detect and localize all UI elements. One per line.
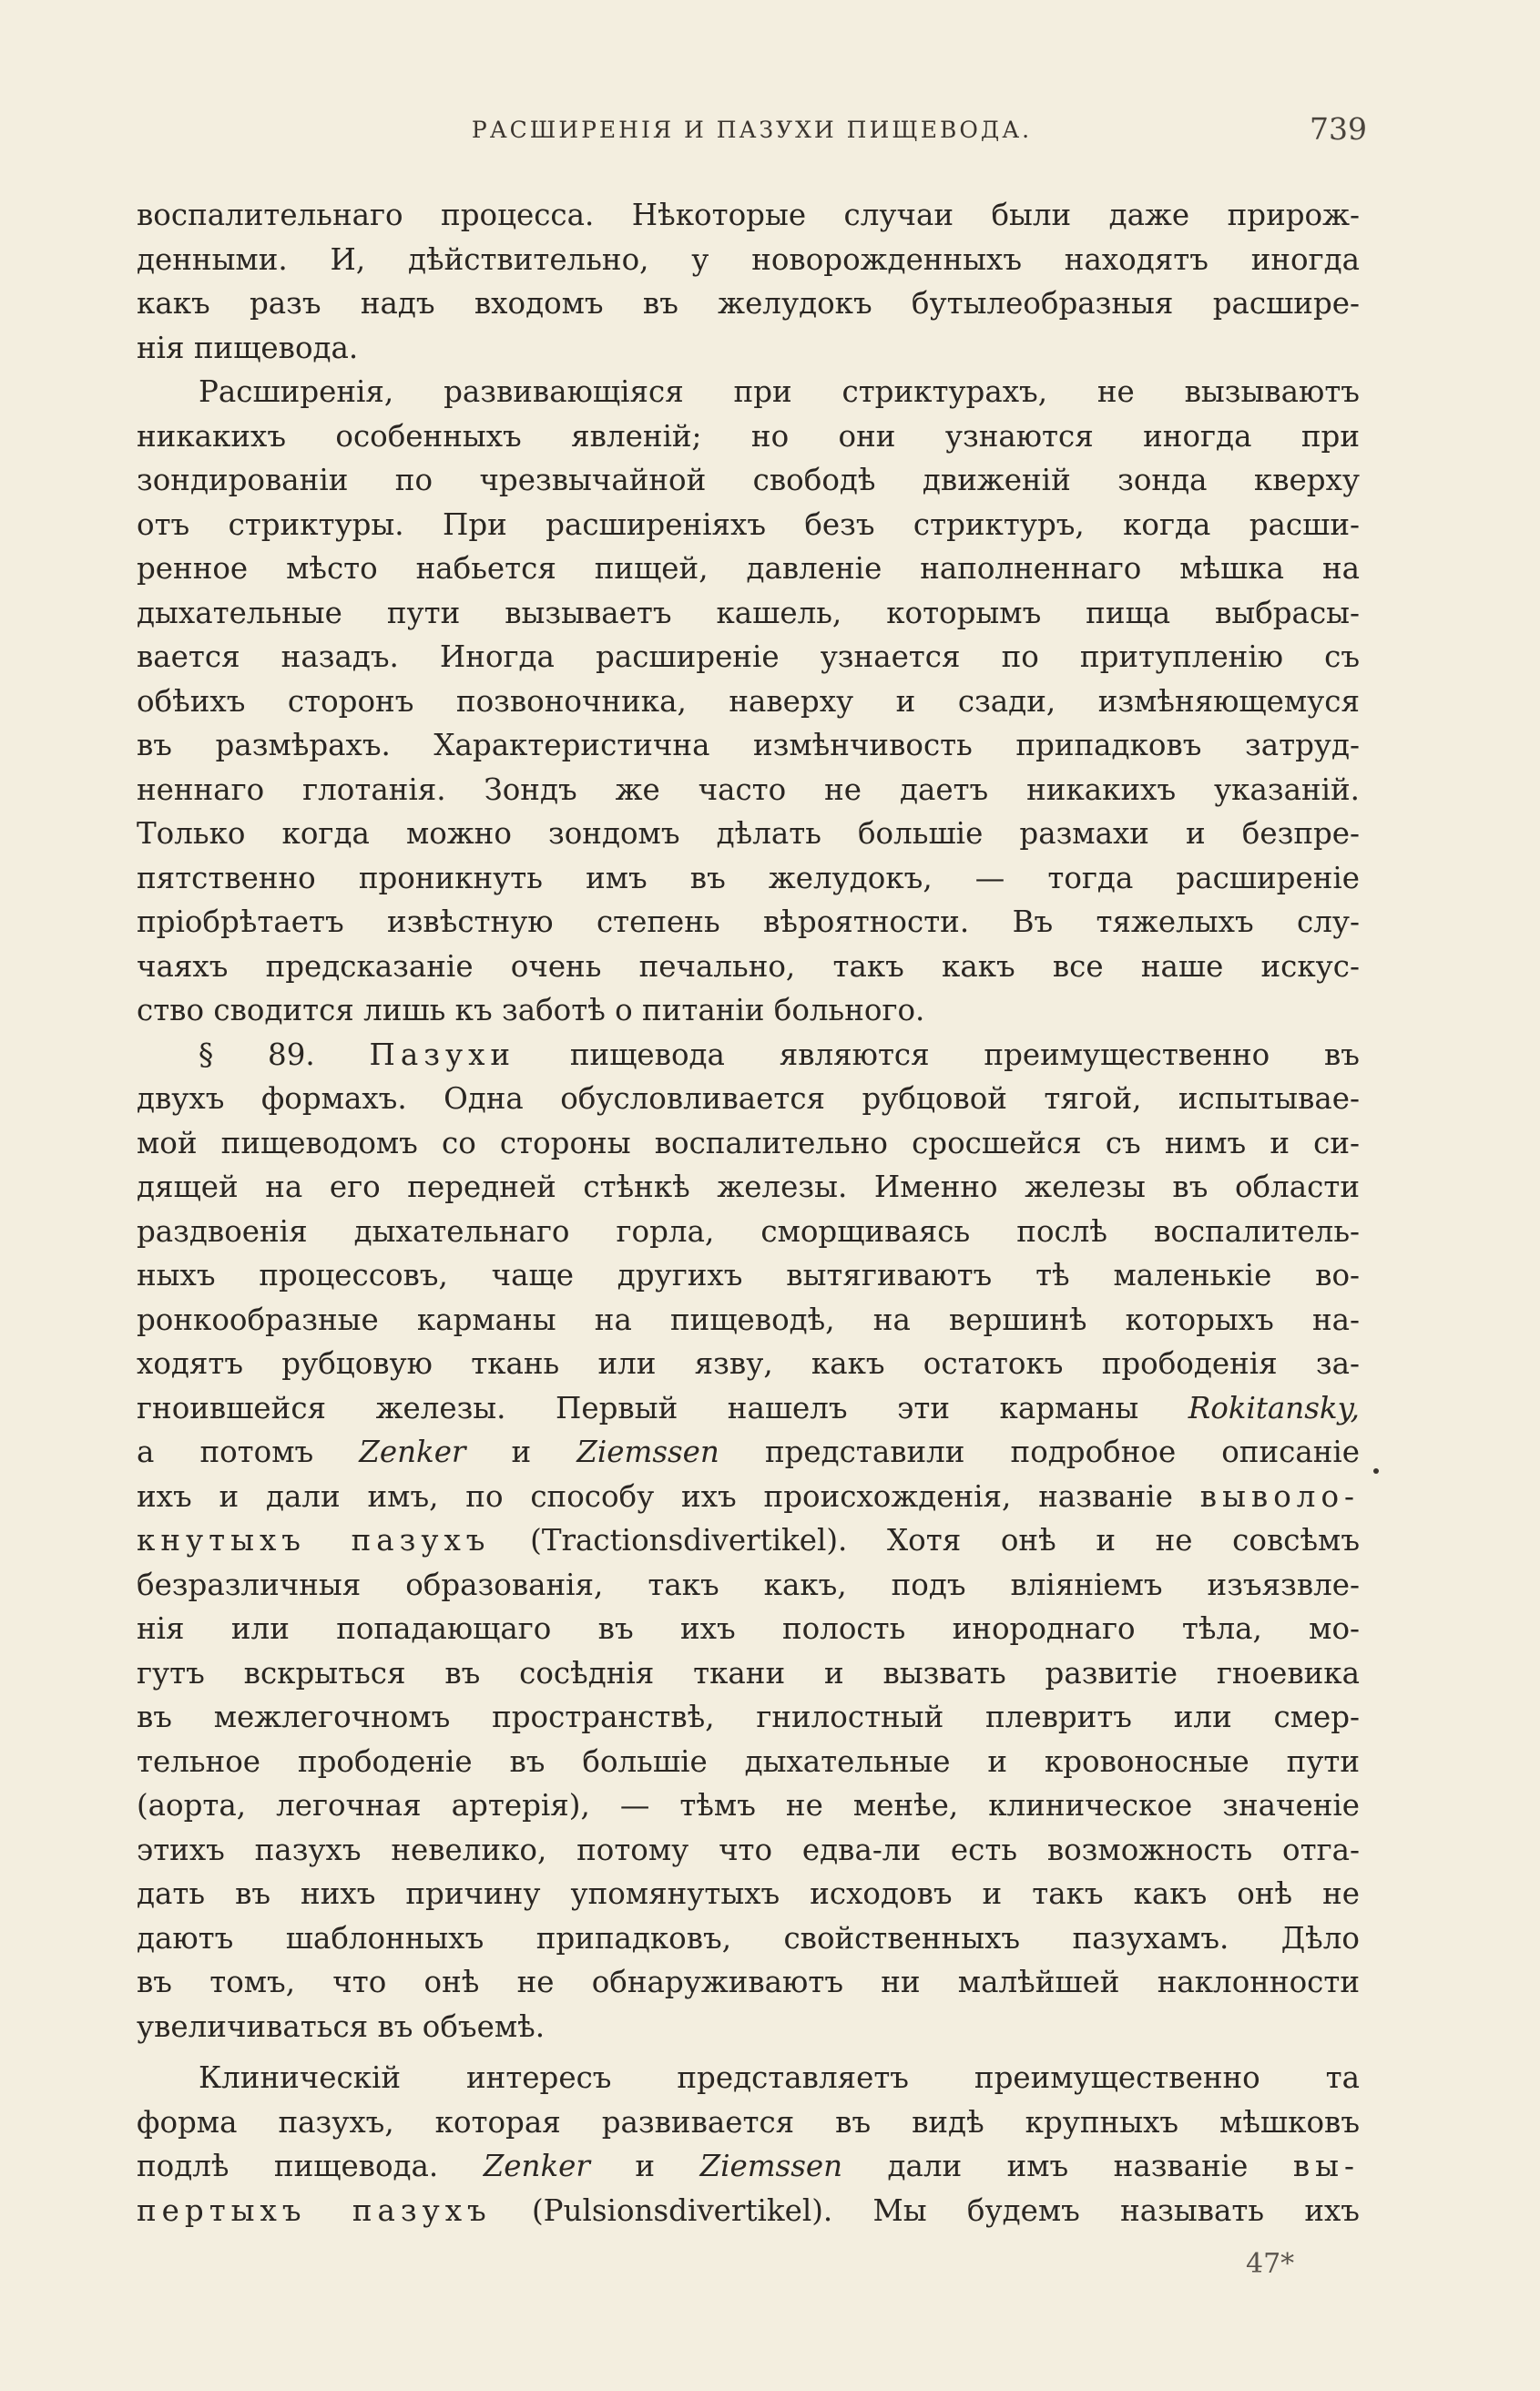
text-body — [137, 193, 1360, 2233]
text-line: гутъ вскрыться въ сосѣднія ткани и вызвать развитіе гноевика — [137, 1655, 1360, 1691]
text-line: раздвоенія дыхательнаго горла, сморщиваясь послѣ воспалитель- — [137, 1213, 1360, 1249]
text-line: этихъ пазухъ невелико, потому что едва-ли есть возможность отга- — [137, 1832, 1360, 1867]
text-fragment: а потомъ — [137, 1435, 314, 1469]
text-line: форма пазухъ, которая развивается въ видѣ крупныхъ мѣшковъ — [137, 2104, 1360, 2140]
paragraph-2 — [137, 370, 1360, 1033]
text-line: ходятъ рубцовую ткань или язву, какъ остатокъ прободенія за- — [137, 1346, 1360, 1381]
text-line — [137, 1386, 1360, 1431]
text-line: дыхательные пути вызываетъ кашель, которымъ пища выбрасы- — [137, 595, 1360, 630]
text-line: никакихъ особенныхъ явленій; но они узнаются иногда при — [137, 418, 1360, 454]
text-line: безразличныя образованія, такъ какъ, подъ вліяніемъ изъязвле- — [137, 1567, 1360, 1602]
text-fragment: и — [511, 1435, 532, 1469]
text-line — [137, 1518, 1360, 1563]
page-number: 739 — [1310, 111, 1367, 147]
text-line: какъ разъ надъ входомъ въ желудокъ бутылеобразныя расшире- — [137, 286, 1360, 321]
text-line: нія или попадающаго въ ихъ полость инороднаго тѣла, мо- — [137, 1611, 1360, 1646]
signature-mark: 47* — [1246, 2248, 1295, 2280]
text-line: двухъ формахъ. Одна обусловливается рубцовой тягой, испытывае- — [137, 1081, 1360, 1116]
text-line: Расширенія, развивающіяся при стриктурахъ, не вызываютъ — [199, 374, 1360, 409]
text-line: увеличиваться въ объемѣ. — [137, 2008, 546, 2044]
text-line: въ размѣрахъ. Характеристична измѣнчивость припадковъ затруд- — [137, 728, 1360, 762]
text-line: въ межлегочномъ пространствѣ, гнилостный плевритъ или смер- — [137, 1700, 1360, 1734]
text-fragment: пищевода являются преимущественно въ — [569, 1037, 1360, 1072]
text-line: денными. И, дѣйствительно, у новорожденныхъ находятъ иногда — [137, 241, 1360, 277]
text-line: воспалительнаго процесса. Нѣкоторые случаи были даже прирож- — [137, 198, 1360, 232]
paragraph-3 — [137, 1033, 1360, 2049]
term: вы- — [1292, 2149, 1360, 2183]
paragraph-4 — [137, 2056, 1360, 2233]
margin-mark — [1373, 1468, 1379, 1474]
text-fragment: (Pulsionsdivertikel). Мы будемъ называть ихъ — [532, 2192, 1360, 2228]
author-name: Rokitansky, — [1188, 1390, 1360, 1425]
text-line: ронкообразные карманы на пищеводѣ, на вершинѣ которыхъ на- — [137, 1302, 1360, 1337]
text-line: Клиническій интересъ представляетъ преимущественно та — [199, 2060, 1360, 2095]
text-line: чаяхъ предсказаніе очень печально, такъ какъ все наше искус- — [137, 948, 1360, 984]
text-line: мой пищеводомъ со стороны воспалительно сросшейся съ нимъ и си- — [137, 1125, 1360, 1160]
text-line: пятственно проникнуть имъ въ желудокъ, — тогда расширеніе — [137, 860, 1360, 895]
text-fragment: представили подробное описаніе — [764, 1435, 1360, 1469]
text-line: Только когда можно зондомъ дѣлать большіе размахи и безпре- — [137, 816, 1360, 851]
running-title: РАСШИРЕНІЯ И ПАЗУХИ ПИЩЕВОДА. — [471, 117, 1033, 143]
text-line: зондированіи по чрезвычайной свободѣ движеній зонда кверху — [137, 463, 1360, 497]
text-line — [137, 1430, 1360, 1475]
text-line: обѣихъ сторонъ позвоночника, наверху и сзади, измѣняющемуся — [137, 683, 1360, 719]
term: выволо- — [1199, 1478, 1360, 1514]
text-line: ныхъ процессовъ, чаще другихъ вытягиваютъ тѣ маленькіе во- — [137, 1258, 1360, 1293]
section-heading: Пазухи — [369, 1037, 516, 1072]
section-mark: § 89. — [199, 1037, 315, 1072]
text-line: ренное мѣсто набьется пищей, давленіе наполненнаго мѣшка на — [137, 551, 1360, 586]
author-name: Ziemssen — [699, 2149, 843, 2183]
text-line: дать въ нихъ причину упомянутыхъ исходовъ и такъ какъ онѣ не — [137, 1876, 1360, 1911]
paragraph-1 — [137, 193, 1360, 370]
author-name: Zenker — [483, 2149, 590, 2183]
text-line — [137, 2189, 1360, 2233]
term: пертыхъ пазухъ — [137, 2192, 492, 2228]
text-fragment: дали имъ названіе — [887, 2149, 1249, 2183]
text-fragment: и — [635, 2149, 656, 2183]
text-line: пріобрѣтаетъ извѣстную степень вѣроятности. Въ тяжелыхъ слу- — [137, 904, 1360, 939]
text-fragment: гноившейся железы. Первый нашелъ эти карманы — [137, 1390, 1139, 1425]
text-fragment: подлѣ пищевода. — [137, 2149, 439, 2183]
text-line: въ томъ, что онѣ не обнаруживаютъ ни малѣйшей наклонности — [137, 1965, 1360, 1999]
text-line: ство сводится лишь къ заботѣ о питаніи больного. — [137, 993, 925, 1027]
text-line — [137, 1033, 1360, 1078]
text-line: даютъ шаблонныхъ припадковъ, свойственныхъ пазухамъ. Дѣло — [137, 1920, 1360, 1956]
text-line: неннаго глотанія. Зондъ же часто не даетъ никакихъ указаній. — [137, 771, 1360, 807]
text-line: отъ стриктуры. При расширеніяхъ безъ стриктуръ, когда расши- — [137, 506, 1360, 542]
text-line — [137, 1475, 1360, 1519]
text-line: нія пищевода. — [137, 330, 359, 365]
term: кнутыхъ пазухъ — [137, 1523, 491, 1558]
text-fragment: ихъ и дали имъ, по способу ихъ происхожденія, названіе — [137, 1478, 1173, 1514]
text-line: (аорта, легочная артерія), — тѣмъ не менѣе, клиническое значеніе — [137, 1788, 1360, 1823]
text-line: тельное прободеніе въ большіе дыхательные и кровоносные пути — [137, 1743, 1360, 1779]
text-line — [137, 2144, 1360, 2189]
text-fragment: (Tractionsdivertikel). Хотя онѣ и не совсѣмъ — [530, 1523, 1361, 1558]
author-name: Ziemssen — [576, 1435, 719, 1469]
author-name: Zenker — [359, 1435, 466, 1469]
text-line: дящей на его передней стѣнкѣ железы. Именно железы въ области — [137, 1170, 1360, 1204]
text-line: вается назадъ. Иногда расширеніе узнается по притупленію съ — [137, 639, 1360, 674]
page-header — [137, 111, 1367, 153]
